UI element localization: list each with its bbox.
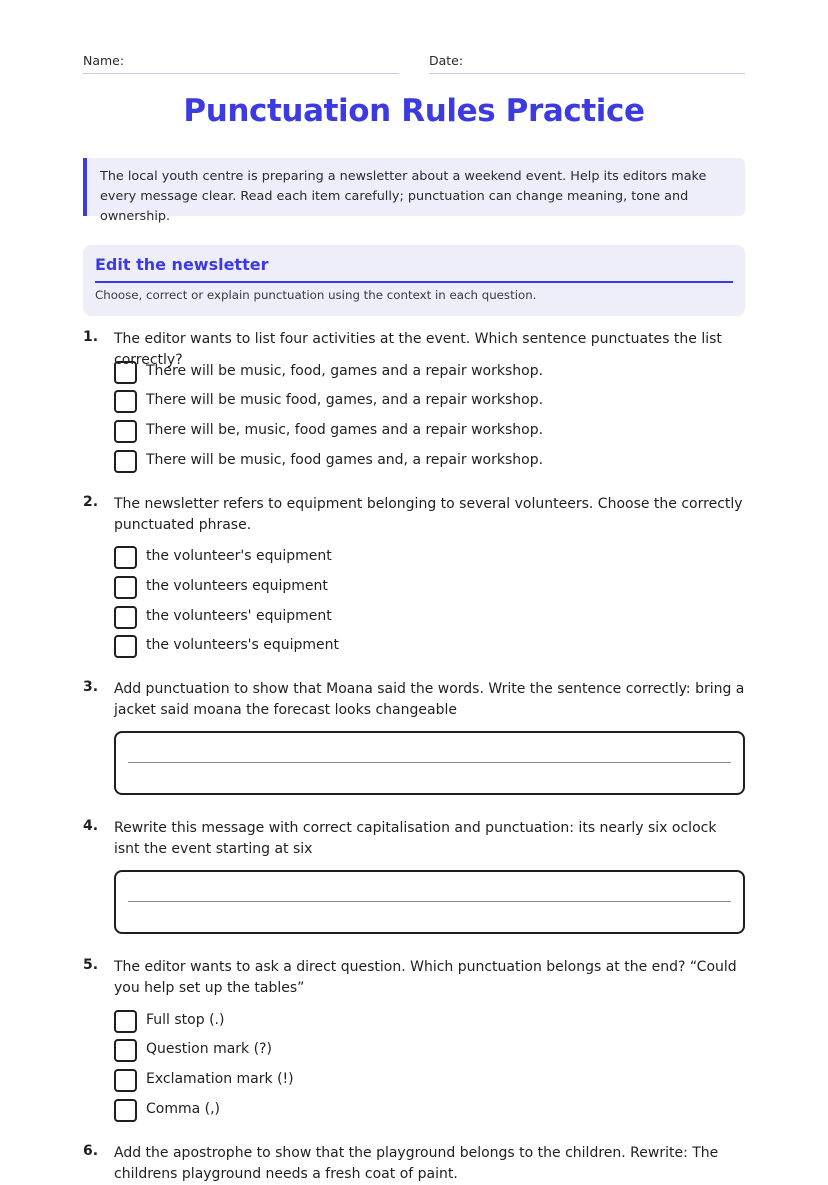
question-number: 6.: [83, 1143, 99, 1159]
section-header: [83, 245, 745, 316]
answer-line: [128, 762, 731, 763]
checkbox[interactable]: [114, 1010, 137, 1033]
question-number: 1.: [83, 329, 99, 345]
option-label: There will be music food, games, and a repair workshop.: [146, 392, 544, 408]
checkbox[interactable]: [114, 576, 137, 599]
option-label: the volunteer's equipment: [146, 548, 332, 564]
question-text: The newsletter refers to equipment belonging to several volunteers. Choose the correctly punctuated phrase.: [114, 496, 743, 533]
option-label: There will be music, food, games and a repair workshop.: [146, 363, 544, 379]
intro-text: The local youth centre is preparing a newsletter about a weekend event. Help its editors make every message clear. Read each item carefully; punctuation can change meaning, tone and ownership.: [100, 169, 707, 224]
question-text: The editor wants to list four activities at the event. Which sentence punctuates the list correctly?: [114, 331, 722, 368]
option-label: Comma (,): [146, 1101, 221, 1117]
name-label: Name:: [83, 53, 125, 68]
answer-box[interactable]: [114, 731, 745, 795]
checkbox[interactable]: [114, 450, 137, 473]
option-label: the volunteers equipment: [146, 578, 328, 594]
checkbox[interactable]: [114, 606, 137, 629]
option-label: There will be, music, food games and a repair workshop.: [146, 422, 544, 438]
question-text: The editor wants to ask a direct question. Which punctuation belongs at the end? “Could you help set up the tables”: [114, 959, 737, 996]
section-divider: [95, 281, 733, 283]
answer-box[interactable]: [114, 870, 745, 934]
checkbox[interactable]: [114, 390, 137, 413]
name-field[interactable]: [83, 53, 399, 74]
checkbox[interactable]: [114, 420, 137, 443]
page-title: Punctuation Rules Practice: [183, 93, 645, 129]
checkbox[interactable]: [114, 361, 137, 384]
question-number: 5.: [83, 957, 99, 973]
question-text: Add the apostrophe to show that the playground belongs to the children. Rewrite: The childrens playground needs a fresh coat of paint.: [114, 1145, 719, 1182]
option-label: Question mark (?): [146, 1041, 272, 1057]
checkbox[interactable]: [114, 1069, 137, 1092]
checkbox[interactable]: [114, 635, 137, 658]
question-number: 2.: [83, 494, 99, 510]
checkbox[interactable]: [114, 1099, 137, 1122]
option-label: There will be music, food games and, a repair workshop.: [146, 452, 544, 468]
section-subtitle: Choose, correct or explain punctuation using the context in each question.: [95, 288, 537, 302]
checkbox[interactable]: [114, 546, 137, 569]
option-label: Full stop (.): [146, 1012, 225, 1028]
question-text: Rewrite this message with correct capitalisation and punctuation: its nearly six oclock isnt the event starting at six: [114, 820, 717, 857]
date-label: Date:: [429, 53, 464, 68]
option-label: the volunteers's equipment: [146, 637, 340, 653]
date-field[interactable]: [429, 53, 745, 74]
option-label: Exclamation mark (!): [146, 1071, 294, 1087]
intro-box: [83, 158, 745, 224]
section-title: Edit the newsletter: [95, 255, 269, 274]
answer-line: [128, 901, 731, 902]
question-text: Add punctuation to show that Moana said the words. Write the sentence correctly: bring a jacket said moana the forecast looks changeable: [114, 681, 745, 718]
option-label: the volunteers' equipment: [146, 608, 332, 624]
checkbox[interactable]: [114, 1039, 137, 1062]
question-number: 4.: [83, 818, 99, 834]
question-number: 3.: [83, 679, 99, 695]
